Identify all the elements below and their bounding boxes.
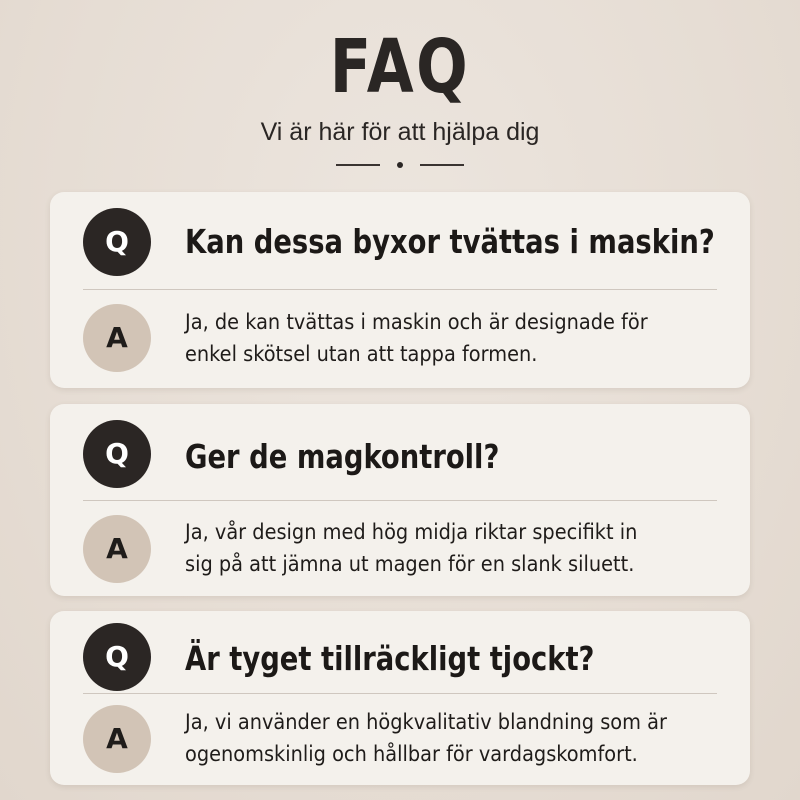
divider-line-left <box>336 164 380 166</box>
divider-dot <box>397 162 403 168</box>
faq-question: Kan dessa byxor tvättas i maskin? <box>185 222 715 261</box>
faq-card <box>50 192 750 388</box>
answer-badge: A <box>83 304 151 372</box>
faq-answer-line: Ja, de kan tvättas i maskin och är designade för <box>185 310 648 335</box>
faq-separator <box>83 500 717 501</box>
faq-answer-line: sig på att jämna ut magen för en slank siluett. <box>185 552 635 577</box>
faq-question: Ger de magkontroll? <box>185 437 500 476</box>
faq-card <box>50 404 750 596</box>
page-title: FAQ <box>329 24 471 110</box>
answer-badge: A <box>83 515 151 583</box>
divider-line-right <box>420 164 464 166</box>
faq-question: Är tyget tillräckligt tjockt? <box>185 639 595 678</box>
faq-answer-line: Ja, vi använder en högkvalitativ blandning som är <box>185 710 667 735</box>
faq-card <box>50 611 750 785</box>
question-badge: Q <box>83 208 151 276</box>
faq-answer-line: enkel skötsel utan att tappa formen. <box>185 342 538 367</box>
faq-separator <box>83 693 717 694</box>
title-divider <box>336 162 464 168</box>
faq-answer-line: ogenomskinlig och hållbar för vardagskomfort. <box>185 742 638 767</box>
question-badge: Q <box>83 420 151 488</box>
page-subtitle: Vi är här för att hjälpa dig <box>260 118 540 146</box>
faq-separator <box>83 289 717 290</box>
faq-answer <box>185 707 689 771</box>
faq-answer <box>185 307 689 371</box>
question-badge: Q <box>83 623 151 691</box>
answer-badge: A <box>83 705 151 773</box>
faq-answer <box>185 517 689 581</box>
faq-answer-line: Ja, vår design med hög midja riktar specifikt in <box>185 520 638 545</box>
